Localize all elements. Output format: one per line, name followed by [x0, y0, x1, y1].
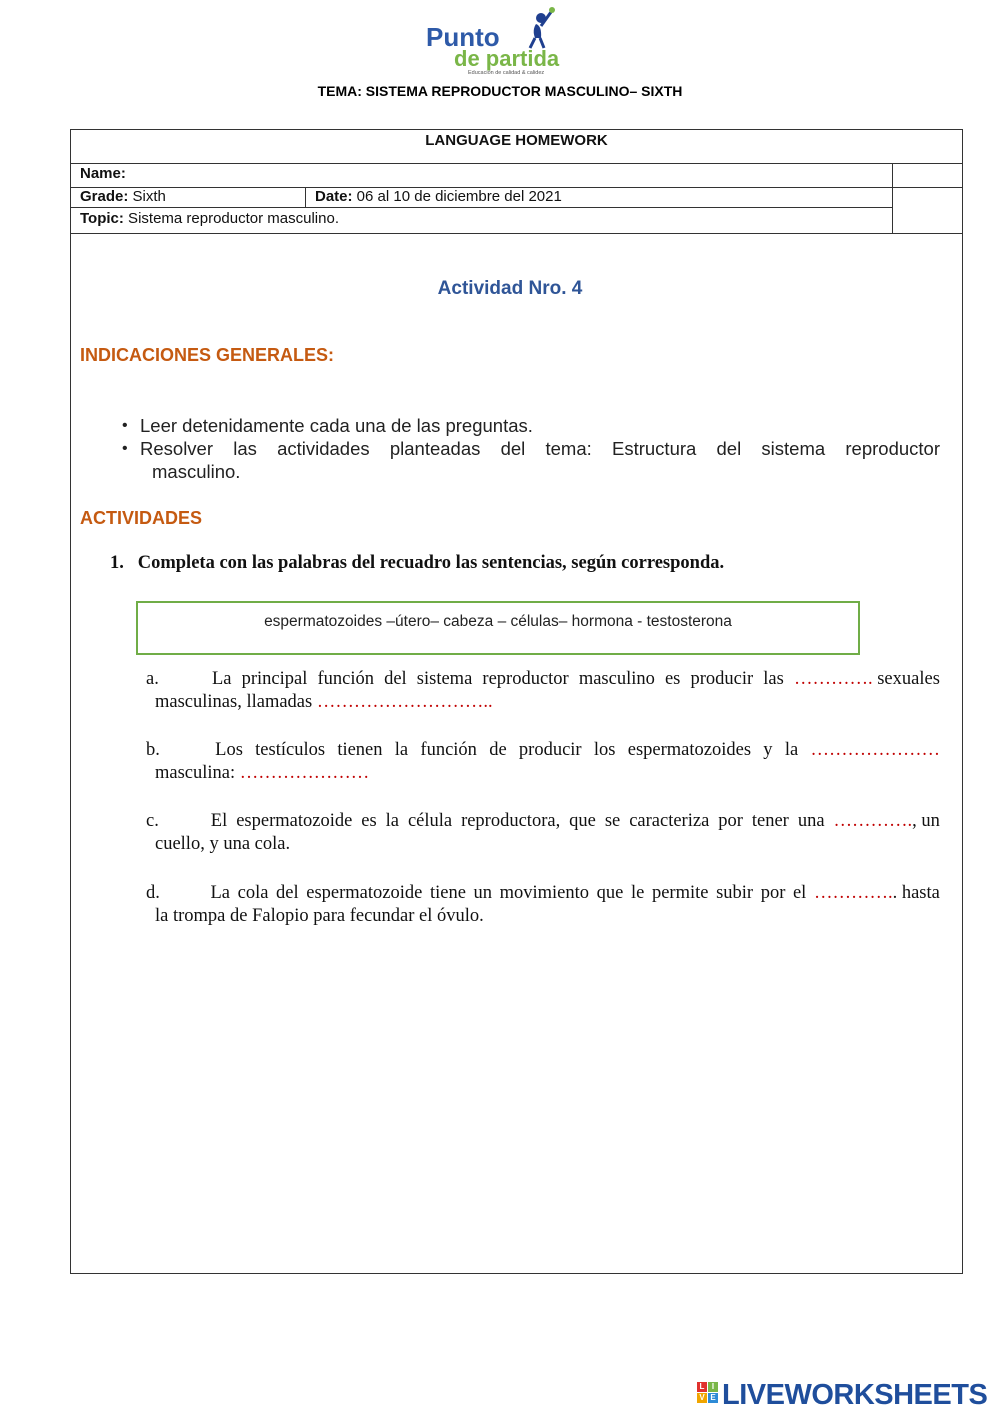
word: reproductora,: [461, 811, 561, 831]
word: La: [211, 669, 232, 689]
activities-heading: ACTIVIDADES: [80, 508, 203, 528]
list-item: • Leer detenidamente cada una de las preguntas.: [122, 415, 533, 436]
word: producir: [518, 740, 582, 760]
text-after-blank: , un: [912, 811, 940, 831]
word: permite: [651, 883, 709, 903]
exercise-item: [146, 882, 940, 928]
word: cola: [237, 883, 269, 903]
liveworksheets-logo-text: LIVEWORKSHEETS: [722, 1379, 988, 1411]
word: los: [593, 740, 616, 760]
word: reproductor: [482, 669, 569, 689]
date-label: Date:: [315, 188, 353, 205]
continuation-text: masculinas, llamadas: [155, 692, 317, 712]
continuation-text: cuello, y una cola.: [155, 834, 291, 854]
word: el: [792, 883, 807, 903]
continuation-text: la trompa de Falopio para fecundar el óvulo.: [155, 906, 484, 926]
word: tienen: [337, 740, 383, 760]
word: que: [596, 883, 624, 903]
header-title: LANGUAGE HOMEWORK: [425, 132, 608, 149]
word: tiene: [429, 883, 466, 903]
bullet-icon: •: [122, 440, 128, 457]
word: espermatozoides: [627, 740, 752, 760]
word: por: [760, 883, 786, 903]
list-item: • Resolver las actividades planteadas del tema: Estructura del sistema reproductor masculino.: [122, 438, 940, 482]
word: la: [394, 740, 409, 760]
grade-value: Sixth: [128, 188, 166, 205]
divider: [71, 233, 962, 234]
answer-blank[interactable]: ………………………..: [316, 692, 493, 712]
word: la: [784, 740, 799, 760]
topic-value: Sistema reproductor masculino.: [123, 210, 339, 227]
word: es: [664, 669, 681, 689]
text-after-blank: sexuales: [872, 669, 940, 689]
word: espermatozoide: [236, 811, 353, 831]
exercise-item: [146, 810, 940, 856]
school-logo: [424, 4, 584, 76]
text-after-blank: . hasta: [892, 883, 940, 903]
word: tener: [751, 811, 789, 831]
word: del: [384, 669, 407, 689]
word: función: [420, 740, 477, 760]
answer-blank[interactable]: ………….: [813, 883, 893, 903]
word: producir: [690, 669, 754, 689]
document-topic-title: TEMA: SISTEMA REPRODUCTOR MASCULINO– SIXTH: [317, 83, 683, 99]
word: espermatozoide: [306, 883, 423, 903]
word: una: [797, 811, 825, 831]
word: de: [489, 740, 507, 760]
continuation-text: masculina:: [155, 763, 240, 783]
word: la: [385, 811, 399, 831]
word: caracteriza: [629, 811, 710, 831]
word: masculino: [578, 669, 655, 689]
activity-title: Actividad Nro. 4: [437, 278, 583, 299]
answer-blank[interactable]: …………………: [810, 740, 940, 760]
svg-text:de partida: de partida: [454, 46, 560, 71]
word: es: [361, 811, 377, 831]
word: La: [210, 883, 230, 903]
svg-text:Punto: Punto: [426, 22, 500, 52]
word: Los: [215, 740, 243, 760]
question-1: 1. Completa con las palabras del recuadro las sentencias, según corresponda.: [110, 553, 725, 573]
name-label: Name:: [80, 165, 126, 182]
divider: [305, 187, 306, 207]
word: le: [630, 883, 645, 903]
word: movimiento: [499, 883, 590, 903]
word: del: [276, 883, 299, 903]
bullet-icon: •: [122, 417, 128, 434]
word: testículos: [255, 740, 326, 760]
word: por: [718, 811, 743, 831]
grade-label: Grade:: [80, 188, 129, 205]
word-bank-box: [136, 601, 860, 655]
word: función: [317, 669, 374, 689]
word: célula: [407, 811, 453, 831]
date-cell: [315, 188, 562, 206]
answer-blank[interactable]: …………………: [239, 763, 370, 783]
item-letter: c.: [146, 811, 159, 831]
name-field[interactable]: [80, 165, 126, 183]
divider: [71, 207, 893, 208]
exercise-item: [146, 668, 940, 714]
date-value: 06 al 10 de diciembre del 2021: [352, 188, 562, 205]
item-letter: b.: [146, 740, 160, 760]
answer-blank[interactable]: ………….: [793, 669, 873, 689]
topic-cell: [80, 210, 339, 228]
liveworksheets-icon: L I V E: [697, 1382, 719, 1406]
item-letter: a.: [146, 669, 159, 689]
word: subir: [716, 883, 754, 903]
word: un: [473, 883, 493, 903]
divider: [892, 163, 893, 233]
answer-blank[interactable]: ………….: [833, 811, 913, 831]
word-bank-text: espermatozoides –útero– cabeza – células– hormona - testosterona: [264, 613, 732, 630]
word: las: [763, 669, 784, 689]
word: que: [569, 811, 596, 831]
svg-text:Educación de calidad & calidez: Educación de calidad & calidez: [468, 70, 545, 76]
exercise-item: [146, 739, 940, 785]
grade-cell: [80, 188, 166, 206]
word: El: [210, 811, 228, 831]
indications-heading: INDICACIONES GENERALES:: [80, 345, 335, 365]
indications-list: [120, 414, 940, 483]
item-letter: d.: [146, 883, 160, 903]
word: se: [604, 811, 621, 831]
divider: [71, 163, 962, 164]
word: sistema: [416, 669, 473, 689]
word: y: [763, 740, 773, 760]
word: principal: [241, 669, 308, 689]
topic-label: Topic:: [80, 210, 124, 227]
